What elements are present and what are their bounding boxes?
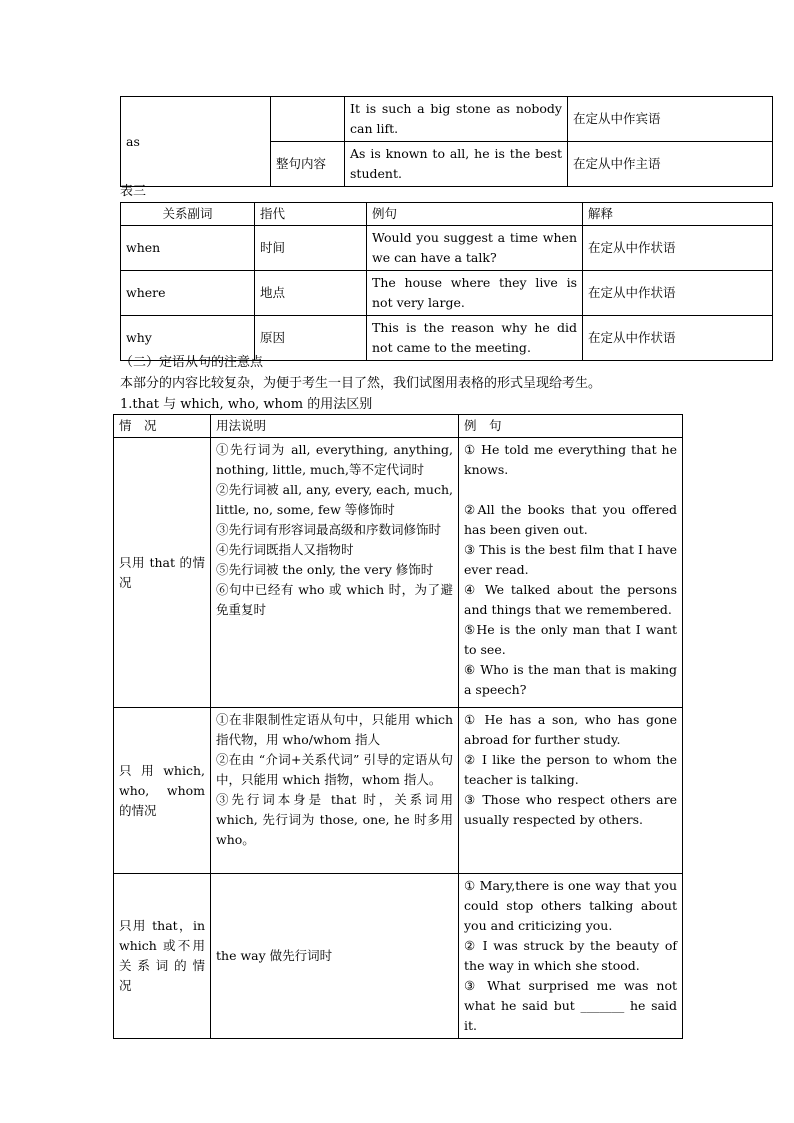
cell-usage [211,708,459,874]
example-item: ③ What surprised me was not what he said but _______ he said it. [464,978,677,1033]
cell-example: This is the reason why he did not came to the meeting. [367,316,583,361]
table3-caption: 表三 [120,184,147,199]
header-cell: 关系副词 [121,203,255,226]
cell-refers: 时间 [255,226,367,271]
example-item: ⑥ Who is the man that is making a speech? [464,662,677,697]
cell-word: why [121,316,255,361]
table-row [121,316,773,361]
cell-word: where [121,271,255,316]
table-row [114,438,683,708]
usage-item: ③先行词本身是 that 时，关系词用 which, 先行词为 those, one, he 时多用 who。 [216,792,453,847]
example-item: ②All the books that you offered has been given out. [464,502,677,537]
cell-examples [459,438,683,708]
cell-refers: 整句内容 [271,142,345,187]
example-item: ④ We talked about the persons and things that we remembered. [464,582,677,617]
table-header-row [114,415,683,438]
header-cell: 指代 [255,203,367,226]
cell-note: 在定从中作状语 [583,271,773,316]
table-top-continuation [120,96,773,187]
usage-item: ②在由 “介词+关系代词” 引导的定语从句中，只能用 which 指物，whom 指人。 [216,752,453,787]
table-row [114,874,683,1039]
usage-item: ④先行词既指人又指物时 [216,542,354,557]
section-intro: 本部分的内容比较复杂，为便于考生一目了然，我们试图用表格的形式呈现给考生。 [120,376,602,391]
table3 [120,202,773,361]
header-cell: 例句 [367,203,583,226]
cell-situation: 只用 that，in which 或不用关 系 词 的 情况 [114,874,211,1039]
example-item: ② I was struck by the beauty of the way in which she stood. [464,938,677,973]
table-row [121,271,773,316]
usage-item: ⑤先行词被 the only, the very 修饰时 [216,562,434,577]
cell-refers [271,97,345,142]
usage-item: the way 做先行词时 [216,948,333,963]
cell-situation: 只 用 which, who, whom 的情况 [114,708,211,874]
cell-examples [459,708,683,874]
cell-example: The house where they live is not very large. [367,271,583,316]
section-title: （二）定语从句的注意点 [120,355,264,370]
cell-usage [211,438,459,708]
example-item: ① He told me everything that he knows. [464,442,677,477]
usage-item: ⑥句中已经有 who 或 which 时，为了避免重复时 [216,582,453,617]
cell-usage [211,874,459,1039]
subsection-title: 1.that 与 which, who, whom 的用法区别 [120,397,373,412]
cell-examples [459,874,683,1039]
usage-item: ①在非限制性定语从句中，只能用 which 指代物，用 who/whom 指人 [216,712,453,747]
header-cell: 例 句 [459,415,683,438]
cell-refers: 地点 [255,271,367,316]
header-cell: 用法说明 [211,415,459,438]
example-item: ① He has a son, who has gone abroad for further study. [464,712,677,747]
cell-note: 在定从中作主语 [568,142,773,187]
cell-example: As is known to all, he is the best student. [345,142,568,187]
usage-item: ①先行词为 all, everything, anything, nothing, little, much,等不定代词时 [216,442,453,477]
example-item: ⑤He is the only man that I want to see. [464,622,677,657]
example-item: ③ Those who respect others are usually respected by others. [464,792,677,827]
cell-situation: 只用 that 的情况 [114,438,211,708]
cell-example: Would you suggest a time when we can have a talk? [367,226,583,271]
cell-note: 在定从中作状语 [583,226,773,271]
example-item: ② I like the person to whom the teacher is talking. [464,752,677,787]
example-item: ③ This is the best film that I have ever read. [464,542,677,577]
usage-item: ②先行词被 all, any, every, each, much, little, no, some, few 等修饰时 [216,482,453,517]
usage-item: ③先行词有形容词最高级和序数词修饰时 [216,522,442,537]
table-row [121,226,773,271]
header-cell: 解释 [583,203,773,226]
table-that-which-usage [113,414,683,1039]
cell-refers: 原因 [255,316,367,361]
example-spacer [464,480,677,500]
cell-word: when [121,226,255,271]
table-row [114,708,683,874]
table-row [121,97,773,142]
example-item: ① Mary,there is one way that you could stop others talking about you and criticizing you. [464,878,677,933]
cell-word: as [121,97,271,187]
cell-note: 在定从中作宾语 [568,97,773,142]
header-cell: 情 况 [114,415,211,438]
cell-example: It is such a big stone as nobody can lift. [345,97,568,142]
cell-note: 在定从中作状语 [583,316,773,361]
table-header-row [121,203,773,226]
